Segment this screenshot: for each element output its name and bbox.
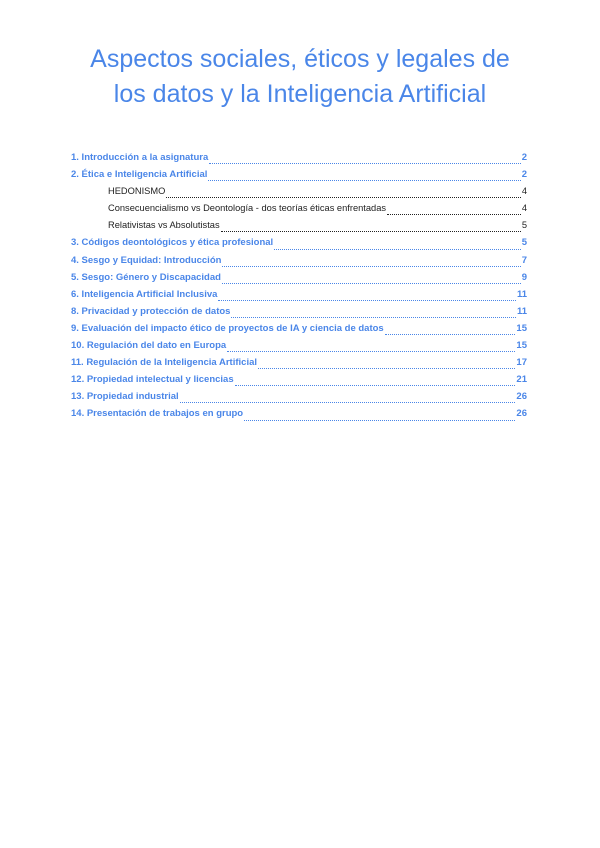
toc-entry[interactable] <box>71 169 527 186</box>
toc-entry-page-number: 5 <box>521 220 527 231</box>
toc-entry[interactable] <box>71 237 527 254</box>
toc-entry-label: 1. Introducción a la asignatura <box>71 152 209 163</box>
toc-entry-label: 12. Propiedad intelectual y licencias <box>71 374 234 386</box>
toc-dot-leader <box>244 420 515 421</box>
toc-entry-label: 4. Sesgo y Equidad: Introducción <box>71 254 222 266</box>
toc-entry-page-number: 9 <box>521 271 527 283</box>
toc-entry[interactable] <box>71 408 527 425</box>
toc-dot-leader <box>274 249 521 250</box>
toc-entry[interactable] <box>71 152 527 169</box>
toc-entry-page-number: 26 <box>516 391 527 403</box>
toc-dot-leader <box>387 214 521 215</box>
toc-entry[interactable] <box>71 374 527 391</box>
toc-entry-page-number: 11 <box>516 288 527 300</box>
toc-entry-label: Relativistas vs Absolutistas <box>108 220 220 231</box>
toc-dot-leader <box>218 300 516 301</box>
toc-entry-label: 13. Propiedad industrial <box>71 391 179 403</box>
toc-subentry[interactable] <box>71 203 527 220</box>
toc-dot-leader <box>180 402 516 403</box>
toc-entry[interactable] <box>71 272 527 289</box>
toc-entry[interactable] <box>71 306 527 323</box>
toc-entry-label: 3. Códigos deontológicos y ética profesional <box>71 237 274 249</box>
toc-entry-page-number: 5 <box>521 237 527 249</box>
toc-entry-label: 5. Sesgo: Género y Discapacidad <box>71 271 221 283</box>
toc-entry-label: 8. Privacidad y protección de datos <box>71 305 231 317</box>
toc-entry-label: 11. Regulación de la Inteligencia Artificial <box>71 357 258 369</box>
toc-dot-leader <box>209 163 520 164</box>
toc-entry-page-number: 11 <box>516 305 527 317</box>
toc-entry-page-number: 21 <box>516 374 527 386</box>
toc-entry[interactable] <box>71 323 527 340</box>
toc-entry-page-number: 7 <box>521 254 527 266</box>
document-title <box>40 42 560 112</box>
title-line-2: los datos y la Inteligencia Artificial <box>113 80 487 108</box>
toc-entry-label: 10. Regulación del dato en Europa <box>71 340 227 352</box>
toc-entry[interactable] <box>71 255 527 272</box>
toc-dot-leader <box>208 180 520 181</box>
toc-entry-page-number: 2 <box>521 169 527 181</box>
toc-dot-leader <box>166 197 520 198</box>
toc-dot-leader <box>258 368 515 369</box>
toc-entry-page-number: 2 <box>521 152 527 163</box>
toc-entry[interactable] <box>71 357 527 374</box>
toc-entry-label: 2. Ética e Inteligencia Artificial <box>71 169 208 181</box>
toc-entry-label: HEDONISMO <box>108 186 166 197</box>
toc-dot-leader <box>221 231 521 232</box>
toc-entry-page-number: 15 <box>516 340 527 352</box>
toc-entry-page-number: 26 <box>516 408 527 420</box>
toc-dot-leader <box>222 283 521 284</box>
toc-entry-page-number: 4 <box>521 203 527 214</box>
toc-subentry[interactable] <box>71 186 527 203</box>
toc-dot-leader <box>385 334 516 335</box>
toc-entry-page-number: 15 <box>516 322 527 334</box>
toc-entry-page-number: 17 <box>516 357 527 369</box>
toc-entry-label: 14. Presentación de trabajos en grupo <box>71 408 244 420</box>
toc-subentry[interactable] <box>71 220 527 237</box>
toc-entry-label: Consecuencialismo vs Deontología - dos teorías éticas enfrentadas <box>108 203 387 214</box>
toc-entry[interactable] <box>71 340 527 357</box>
toc-dot-leader <box>235 385 516 386</box>
title-line-1: Aspectos sociales, éticos y legales de <box>90 45 510 73</box>
toc-dot-leader <box>227 351 515 352</box>
toc-dot-leader <box>222 266 520 267</box>
toc-dot-leader <box>231 317 516 318</box>
table-of-contents <box>71 152 527 426</box>
toc-entry[interactable] <box>71 391 527 408</box>
toc-entry-page-number: 4 <box>521 186 527 197</box>
toc-entry[interactable] <box>71 289 527 306</box>
toc-entry-label: 6. Inteligencia Artificial Inclusiva <box>71 288 218 300</box>
toc-entry-label: 9. Evaluación del impacto ético de proyectos de IA y ciencia de datos <box>71 322 384 334</box>
